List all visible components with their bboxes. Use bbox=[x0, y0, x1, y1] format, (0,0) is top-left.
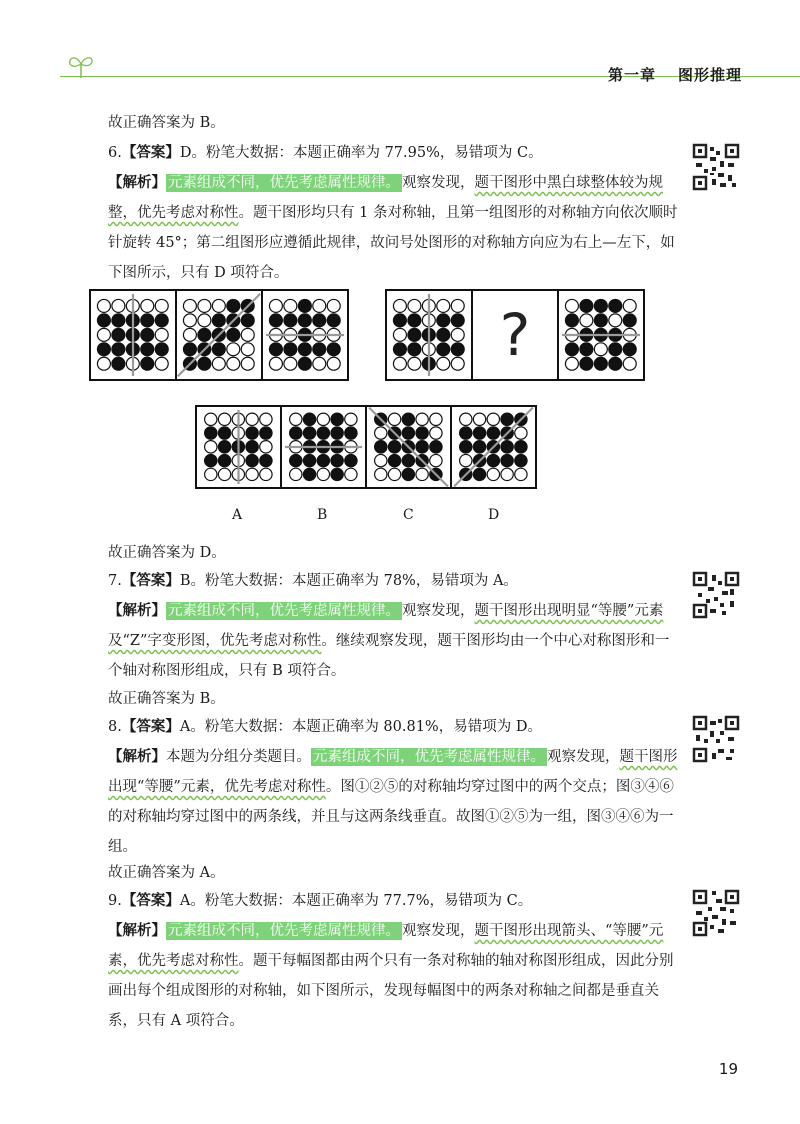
q6-number: 6. bbox=[108, 145, 122, 161]
ball bbox=[260, 427, 272, 439]
ball bbox=[393, 357, 406, 370]
ball bbox=[241, 314, 254, 327]
ball bbox=[269, 343, 282, 356]
ball bbox=[212, 299, 225, 312]
ball bbox=[327, 314, 340, 327]
ball bbox=[460, 413, 472, 425]
ball bbox=[594, 314, 607, 327]
ball bbox=[565, 314, 578, 327]
q8-final-answer: 故正确答案为 A。 bbox=[108, 865, 225, 881]
q7-highlight: 元素组成不同，优先考虑属性规律。 bbox=[168, 603, 400, 619]
q7-text-2: 。继续观察发现，题干图形均由一个中心对称图形和一个轴对称图形组成，只有 B 项符合。 bbox=[108, 633, 670, 679]
ball bbox=[327, 357, 340, 370]
ball bbox=[246, 427, 258, 439]
q8-text-0: 本题为分组分类题目。 bbox=[166, 749, 311, 765]
ball bbox=[317, 454, 329, 466]
ball bbox=[580, 314, 593, 327]
q9-answer-line bbox=[108, 886, 668, 916]
ball bbox=[375, 427, 387, 439]
ball bbox=[198, 357, 211, 370]
topic-label: 图形推理 bbox=[678, 66, 743, 84]
ball bbox=[141, 299, 154, 312]
ball bbox=[594, 357, 607, 370]
ball bbox=[141, 314, 154, 327]
question-panel-1 bbox=[90, 290, 176, 380]
ball bbox=[430, 454, 442, 466]
ball bbox=[183, 328, 196, 341]
ball bbox=[623, 357, 636, 370]
ball bbox=[451, 299, 464, 312]
q6-analysis bbox=[108, 168, 680, 288]
option-label-d: D bbox=[488, 507, 500, 523]
ball bbox=[97, 299, 110, 312]
ball bbox=[284, 299, 297, 312]
ball bbox=[408, 299, 421, 312]
ball bbox=[408, 314, 421, 327]
ball bbox=[303, 427, 315, 439]
option-panel-d bbox=[451, 406, 536, 488]
ball bbox=[375, 468, 387, 480]
ball bbox=[112, 357, 125, 370]
ball bbox=[402, 454, 414, 466]
ball bbox=[609, 314, 622, 327]
ball bbox=[416, 413, 428, 425]
q6-text-2: 。题干图形均只有 1 条对称轴，且第一组图形的对称轴方向依次顺时针旋转 45°；第二组图形应遵循此规律，故问号处图形的对称轴方向应为右上—左下，如下图所示，只有 D 项符合。 bbox=[108, 205, 678, 281]
ball bbox=[290, 454, 302, 466]
ball bbox=[205, 468, 217, 480]
ball bbox=[241, 328, 254, 341]
ball bbox=[241, 343, 254, 356]
ball bbox=[345, 454, 357, 466]
ball bbox=[260, 441, 272, 453]
ball bbox=[218, 468, 230, 480]
ball bbox=[402, 468, 414, 480]
ball bbox=[205, 427, 217, 439]
ball bbox=[155, 314, 168, 327]
ball bbox=[303, 468, 315, 480]
q9-wavy-text: 题干图形出现箭头、“等腰”元素，优先考虑对称性 bbox=[108, 923, 664, 969]
ball bbox=[331, 413, 343, 425]
ball bbox=[227, 357, 240, 370]
ball bbox=[246, 441, 258, 453]
q7-text-1: 观察发现， bbox=[402, 603, 475, 619]
ball bbox=[260, 454, 272, 466]
ball bbox=[290, 427, 302, 439]
q7-analysis-tag: 【解析】 bbox=[108, 603, 166, 619]
q9-answer-tag: 【答案】 bbox=[121, 893, 180, 909]
ball bbox=[408, 357, 421, 370]
ball bbox=[393, 314, 406, 327]
q6-text-1: 观察发现， bbox=[402, 175, 475, 191]
ball bbox=[437, 328, 450, 341]
q7-answer-line bbox=[108, 566, 668, 596]
ball bbox=[218, 427, 230, 439]
ball bbox=[112, 328, 125, 341]
q7-final-answer: 故正确答案为 B。 bbox=[108, 691, 225, 707]
ball bbox=[416, 427, 428, 439]
q9-answer-text: A。粉笔大数据：本题正确率为 77.7%，易错项为 C。 bbox=[179, 893, 533, 909]
question-panel-2 bbox=[176, 290, 262, 380]
ball bbox=[402, 427, 414, 439]
option-label-a: A bbox=[232, 507, 243, 523]
ball bbox=[388, 468, 400, 480]
q8-text-1: 观察发现， bbox=[547, 749, 620, 765]
ball bbox=[212, 314, 225, 327]
ball bbox=[487, 427, 499, 439]
question-figure bbox=[88, 288, 648, 382]
ball bbox=[112, 299, 125, 312]
ball bbox=[402, 413, 414, 425]
q8-highlight: 元素组成不同，优先考虑属性规律。 bbox=[313, 749, 545, 765]
q7-answer-text: B。粉笔大数据：本题正确率为 78%，易错项为 A。 bbox=[179, 573, 518, 589]
question-panel-3 bbox=[262, 290, 348, 380]
question-panel-4 bbox=[386, 290, 472, 380]
ball bbox=[451, 357, 464, 370]
ball bbox=[313, 357, 326, 370]
ball bbox=[623, 343, 636, 356]
ball bbox=[609, 357, 622, 370]
ball bbox=[580, 357, 593, 370]
ball bbox=[260, 468, 272, 480]
ball bbox=[227, 328, 240, 341]
ball bbox=[269, 314, 282, 327]
ball bbox=[515, 427, 527, 439]
ball bbox=[623, 299, 636, 312]
paragraph-answer-b: 故正确答案为 B。 bbox=[108, 115, 225, 131]
header-divider bbox=[60, 76, 600, 77]
q6-highlight: 元素组成不同，优先考虑属性规律。 bbox=[168, 175, 400, 191]
ball bbox=[388, 413, 400, 425]
ball bbox=[97, 314, 110, 327]
ball bbox=[594, 299, 607, 312]
ball bbox=[241, 357, 254, 370]
q6-answer-tag: 【答案】 bbox=[121, 145, 180, 161]
ball bbox=[388, 441, 400, 453]
ball bbox=[218, 441, 230, 453]
qr-code-icon[interactable] bbox=[692, 715, 740, 763]
ball bbox=[317, 413, 329, 425]
ball bbox=[388, 454, 400, 466]
option-label-c: C bbox=[403, 507, 414, 523]
q8-number: 8. bbox=[108, 719, 122, 735]
q8-answer-tag: 【答案】 bbox=[121, 719, 180, 735]
ball bbox=[430, 427, 442, 439]
ball bbox=[284, 357, 297, 370]
ball bbox=[515, 468, 527, 480]
ball bbox=[284, 343, 297, 356]
ball bbox=[437, 357, 450, 370]
ball bbox=[298, 343, 311, 356]
page-number: 19 bbox=[718, 1060, 738, 1078]
q9-text-2: 。题干每幅图都由两个只有一条对称轴的轴对称图形组成，因此分别画出每个组成图形的对称轴，如下图所示，发现每幅图中的两条对称轴之间都是垂直关系，只有 A 项符合。 bbox=[108, 953, 674, 1029]
ball bbox=[198, 314, 211, 327]
ball bbox=[141, 357, 154, 370]
ball bbox=[205, 413, 217, 425]
ball bbox=[501, 413, 513, 425]
q8-answer-line bbox=[108, 712, 668, 742]
ball bbox=[290, 413, 302, 425]
ball bbox=[331, 427, 343, 439]
ball bbox=[218, 454, 230, 466]
ball bbox=[183, 299, 196, 312]
ball bbox=[313, 343, 326, 356]
ball bbox=[609, 299, 622, 312]
q9-text-1: 观察发现， bbox=[402, 923, 475, 939]
ball bbox=[623, 314, 636, 327]
ball bbox=[246, 413, 258, 425]
ball bbox=[155, 299, 168, 312]
ball bbox=[393, 299, 406, 312]
q6-answer-line bbox=[108, 138, 668, 168]
ball bbox=[451, 328, 464, 341]
ball bbox=[205, 441, 217, 453]
ball bbox=[141, 343, 154, 356]
ball bbox=[218, 413, 230, 425]
chapter-label: 第一章 bbox=[608, 66, 657, 84]
ball bbox=[437, 343, 450, 356]
ball bbox=[227, 343, 240, 356]
ball bbox=[246, 468, 258, 480]
q6-wavy-text: 题干图形中黑白球整体较为规整，优先考虑对称性 bbox=[108, 175, 663, 221]
ball bbox=[473, 427, 485, 439]
ball bbox=[317, 468, 329, 480]
ball bbox=[565, 299, 578, 312]
ball bbox=[313, 314, 326, 327]
qr-code-icon[interactable] bbox=[692, 143, 740, 191]
ball bbox=[375, 454, 387, 466]
q7-analysis bbox=[108, 596, 680, 686]
ball bbox=[460, 427, 472, 439]
ball bbox=[473, 468, 485, 480]
ball bbox=[451, 343, 464, 356]
ball bbox=[345, 413, 357, 425]
ball bbox=[565, 357, 578, 370]
ball bbox=[97, 357, 110, 370]
ball bbox=[284, 314, 297, 327]
ball bbox=[594, 343, 607, 356]
ball bbox=[487, 468, 499, 480]
ball bbox=[155, 357, 168, 370]
ball bbox=[198, 328, 211, 341]
question-mark-icon: ? bbox=[499, 301, 531, 369]
ball bbox=[212, 357, 225, 370]
q6-analysis-tag: 【解析】 bbox=[108, 175, 166, 191]
ball bbox=[303, 413, 315, 425]
ball bbox=[580, 343, 593, 356]
q6-final-answer: 故正确答案为 D。 bbox=[108, 545, 226, 561]
ball bbox=[430, 413, 442, 425]
ball bbox=[112, 314, 125, 327]
ball bbox=[580, 299, 593, 312]
ball bbox=[327, 299, 340, 312]
ball bbox=[345, 468, 357, 480]
ball bbox=[487, 413, 499, 425]
ball bbox=[227, 299, 240, 312]
ball bbox=[317, 427, 329, 439]
option-label-b: B bbox=[317, 507, 328, 523]
ball bbox=[112, 343, 125, 356]
q9-highlight: 元素组成不同，优先考虑属性规律。 bbox=[168, 923, 400, 939]
ball bbox=[290, 468, 302, 480]
q9-number: 9. bbox=[108, 893, 122, 909]
ball bbox=[515, 441, 527, 453]
ball bbox=[430, 441, 442, 453]
q7-number: 7. bbox=[108, 573, 122, 589]
ball bbox=[246, 454, 258, 466]
ball bbox=[269, 357, 282, 370]
q8-analysis bbox=[108, 742, 680, 862]
q9-analysis-tag: 【解析】 bbox=[108, 923, 166, 939]
q8-answer-text: A。粉笔大数据：本题正确率为 80.81%，易错项为 D。 bbox=[179, 719, 542, 735]
ball bbox=[97, 343, 110, 356]
option-panel-a bbox=[196, 406, 281, 488]
ball bbox=[501, 454, 513, 466]
ball bbox=[393, 343, 406, 356]
ball bbox=[141, 328, 154, 341]
ball bbox=[408, 343, 421, 356]
ball bbox=[269, 299, 282, 312]
q9-analysis bbox=[108, 916, 680, 1036]
ball bbox=[183, 314, 196, 327]
ball bbox=[155, 328, 168, 341]
q7-wavy-text: 题干图形出现明显“等腰”元素及“Z”字变形图，优先考虑对称性 bbox=[108, 603, 664, 649]
ball bbox=[198, 299, 211, 312]
ball bbox=[313, 299, 326, 312]
ball bbox=[298, 299, 311, 312]
ball bbox=[327, 343, 340, 356]
q8-wavy-text: 题干图形出现“等腰”元素，优先考虑对称性 bbox=[108, 749, 678, 795]
ball bbox=[393, 328, 406, 341]
question-panel-unknown bbox=[472, 290, 558, 380]
qr-code-icon[interactable] bbox=[692, 889, 740, 937]
ball bbox=[205, 454, 217, 466]
ball bbox=[487, 454, 499, 466]
ball bbox=[260, 413, 272, 425]
ball bbox=[460, 454, 472, 466]
ball bbox=[375, 441, 387, 453]
ball bbox=[212, 343, 225, 356]
q6-answer-text: D。粉笔大数据：本题正确率为 77.95%，易错项为 C。 bbox=[179, 145, 543, 161]
ball bbox=[303, 454, 315, 466]
question-panel-6 bbox=[558, 290, 644, 380]
ball bbox=[501, 468, 513, 480]
ball bbox=[437, 299, 450, 312]
option-panel-c bbox=[366, 406, 451, 488]
ball bbox=[298, 357, 311, 370]
q8-text-2: 。图①②⑤的对称轴均穿过图中的两个交点；图③④⑥的对称轴均穿过图中的两条线，并且与这两条线垂直。故图①②⑤为一组，图③④⑥为一组。 bbox=[108, 779, 674, 855]
ball bbox=[609, 343, 622, 356]
ball bbox=[437, 314, 450, 327]
ball bbox=[416, 441, 428, 453]
ball bbox=[183, 343, 196, 356]
ball bbox=[298, 314, 311, 327]
ball bbox=[451, 314, 464, 327]
ball bbox=[460, 441, 472, 453]
option-panel-b bbox=[281, 406, 366, 488]
options-figure bbox=[194, 404, 538, 490]
ball bbox=[97, 328, 110, 341]
ball bbox=[408, 328, 421, 341]
ball bbox=[501, 441, 513, 453]
q8-analysis-tag: 【解析】 bbox=[108, 749, 166, 765]
ball bbox=[331, 454, 343, 466]
ball bbox=[473, 441, 485, 453]
q7-answer-tag: 【答案】 bbox=[121, 573, 180, 589]
ball bbox=[416, 468, 428, 480]
qr-code-icon[interactable] bbox=[692, 571, 740, 619]
ball bbox=[515, 454, 527, 466]
ball bbox=[565, 343, 578, 356]
ball bbox=[473, 413, 485, 425]
ball bbox=[331, 468, 343, 480]
ball bbox=[345, 427, 357, 439]
ball bbox=[155, 343, 168, 356]
